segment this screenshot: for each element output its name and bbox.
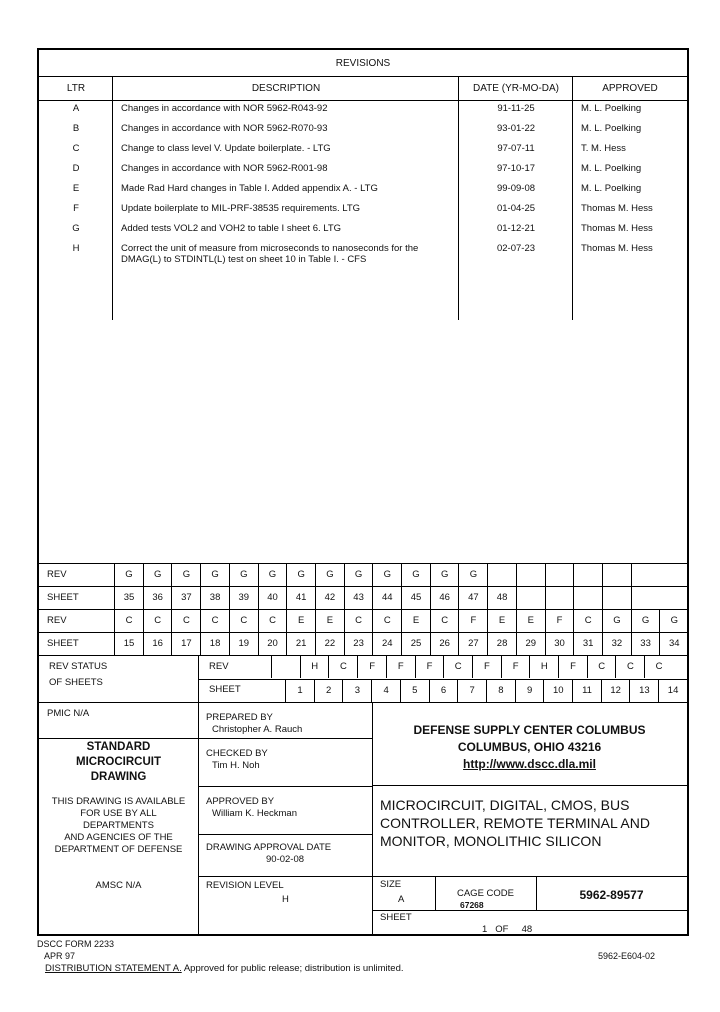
sheet-grid-cell: 15 [114,633,143,655]
sheet-grid-cell: E [516,610,545,632]
sheet-grid-cell: 8 [486,680,515,702]
grid-row-rev-1 [39,563,687,586]
sheet-grid-cell: G [315,564,344,586]
sheet-grid-cell: G [286,564,315,586]
revision-description: Change to class level V. Update boilerplate. - LTG [121,143,331,154]
revision-description: Made Rad Hard changes in Table I. Added appendix A. - LTG [121,183,378,194]
std-line1: STANDARD [86,741,151,753]
title-line: MICROCIRCUIT, DIGITAL, CMOS, BUS [380,797,630,813]
form-number: DSCC FORM 2233 [37,939,115,949]
sheet-grid-cell: 35 [114,587,143,609]
sheet-grid-cell: 12 [601,680,630,702]
title-line: CONTROLLER, REMOTE TERMINAL AND [380,815,650,831]
sheet-grid-cell [573,587,602,609]
sheet-grid-cell: G [458,564,487,586]
sheet-grid-cell: F [472,656,501,678]
revision-date: 97-10-17 [496,163,536,174]
sheet-grid-cell: 17 [171,633,200,655]
sheet-grid-cell [271,656,300,678]
sheet-grid-cell: 3 [342,680,371,702]
revision-approved: M. L. Poelking [581,183,642,194]
drawing-frame [37,48,689,936]
sheet-grid-cell: G [143,564,172,586]
sheet-grid-cell: C [372,610,401,632]
sheet-grid-cell: G [372,564,401,586]
revision-row [39,223,687,243]
sheet-grid-cell: 31 [573,633,602,655]
sheet-grid-cell: 10 [543,680,572,702]
prepared-label: PREPARED BY [206,712,273,723]
revision-ltr: E [72,183,80,194]
sheet-grid-cell: 43 [344,587,373,609]
sheet-grid-cell [631,564,660,586]
sheet-grid-cell: C [573,610,602,632]
revision-row [39,243,687,263]
cage-label: CAGE CODE [456,888,514,899]
pmic: PMIC N/A [47,708,90,719]
sheet-grid-cell: 26 [430,633,459,655]
checked-label: CHECKED BY [206,748,268,759]
sheet-grid-cell: H [529,656,558,678]
sheet-grid-cell: C [143,610,172,632]
revision-description: Changes in accordance with NOR 5962-R043-92 [121,103,328,114]
sheet-grid-cell: 5 [400,680,429,702]
revision-ltr: F [73,203,79,214]
form-date: APR 97 [44,951,76,961]
revision-date: 93-01-22 [496,123,536,134]
approval-date-label: DRAWING APPROVAL DATE [206,842,332,853]
sheet-grid-cell: C [200,610,229,632]
sheet-grid-cell [573,564,602,586]
sheet-grid-cell: C [229,610,258,632]
sheet-label: SHEET [380,912,412,923]
cage-code: 67268 [460,900,484,910]
std-line2: MICROCIRCUIT [76,756,161,768]
rev-label: REV [47,569,67,580]
sheet-grid-cell: 45 [401,587,430,609]
sheet-label: SHEET [47,592,79,603]
sheet-grid-cell [545,587,574,609]
sheet-grid-cell: 1 [285,680,314,702]
sheet-grid-cell: 34 [659,633,688,655]
revision-date: 97-07-11 [497,143,535,154]
prepared-by: Christopher A. Rauch [212,724,303,735]
rev-status-label: REV STATUS [49,661,108,672]
std-line3: DRAWING [90,771,147,783]
sheet-grid-cell: G [430,564,459,586]
sheet-grid-cell: 13 [629,680,658,702]
sheet-grid-cell: 38 [200,587,229,609]
distribution-label: DISTRIBUTION STATEMENT A. [45,963,182,974]
distribution-text: Approved for public release; distribution is unlimited. [181,963,404,974]
sheet-grid-cell: E [487,610,516,632]
sheet-grid-cell: F [386,656,415,678]
revision-approved: M. L. Poelking [581,163,642,174]
sheet-grid-cell [631,587,660,609]
sheet-grid-cell: H [300,656,329,678]
sheet-grid-cell: E [286,610,315,632]
rev-status-block [39,655,687,702]
sheet-grid-cell: C [344,610,373,632]
revision-row [39,123,687,143]
sheet-grid-cell: 22 [315,633,344,655]
sheet-grid-cell: G [602,610,631,632]
sheet-grid-cell: G [200,564,229,586]
sheet-grid-cell: 19 [229,633,258,655]
revision-approved: Thomas M. Hess [581,203,653,214]
sheet-grid-cell: 32 [602,633,631,655]
sheet-grid-cell: G [344,564,373,586]
revision-ltr: G [72,223,80,234]
sheet-grid-cell: E [315,610,344,632]
sheet-grid-cell [516,587,545,609]
sheet-grid-cell: 4 [371,680,400,702]
revision-date: 01-04-25 [496,203,536,214]
revision-approved: Thomas M. Hess [581,243,653,254]
revision-description: Added tests VOL2 and VOH2 to table I sheet 6. LTG [121,223,342,234]
sheet-grid-cell [602,587,631,609]
sheet-grid-cell: 23 [344,633,373,655]
revision-description: Changes in accordance with NOR 5962-R070-93 [121,123,328,134]
sheet-grid-cell [602,564,631,586]
avail-line: DEPARTMENT OF DEFENSE [54,844,183,855]
sheet-of: 1 OF 48 [482,924,533,935]
sheet-grid-cell: 48 [487,587,516,609]
document-code: 5962-E604-02 [598,951,656,961]
sheet-label: SHEET [209,684,241,695]
ltr-header: LTR [66,83,86,94]
revision-description: Correct the unit of measure from microseconds to nanoseconds for the DMAG(L) to STDINTL(L) test on sheet 10 in Table I. - CFS [121,243,419,265]
revision-ltr: C [72,143,80,154]
sheet-grid-cell: 40 [258,587,287,609]
avail-line: THIS DRAWING IS AVAILABLE [51,796,186,807]
sheet-grid-cell: 46 [430,587,459,609]
sheet-grid-cell: 30 [545,633,574,655]
revision-approved: M. L. Poelking [581,103,642,114]
sheet-grid-cell: G [401,564,430,586]
sheet-grid-cell: F [558,656,587,678]
sheet-grid-cell: 20 [258,633,287,655]
sheet-grid-cell: 42 [315,587,344,609]
revisions-title: REVISIONS [39,50,687,77]
sheet-grid-cell: 2 [314,680,343,702]
sheet-grid-cell: F [501,656,530,678]
grid-row-rev-2 [39,609,687,632]
sheet-grid-cell: C [587,656,616,678]
size-label: SIZE [380,879,402,890]
avail-line: FOR USE BY ALL [80,808,157,819]
sheet-grid-cell: 21 [286,633,315,655]
approved-header: APPROVED [602,83,658,94]
of-sheets-label: OF SHEETS [49,677,103,688]
sheet-label: SHEET [47,638,79,649]
revision-date: 99-09-08 [496,183,536,194]
revision-row [39,143,687,163]
rev-label: REV [209,661,229,672]
sheet-grid-cell: 7 [457,680,486,702]
revision-level: H [282,894,289,905]
sheet-grid-cell: C [430,610,459,632]
title-line: MONITOR, MONOLITHIC SILICON [380,833,602,849]
sheet-grid-cell: 9 [515,680,544,702]
revision-description: Changes in accordance with NOR 5962-R001-98 [121,163,328,174]
sheet-grid-cell: G [631,610,660,632]
revision-date: 02-07-23 [496,243,536,254]
sheet-grid-cell: G [114,564,143,586]
revision-date: 01-12-21 [496,223,536,234]
org-name: DEFENSE SUPPLY CENTER COLUMBUS [413,723,646,737]
org-url-link[interactable]: http://www.dscc.dla.mil [463,757,596,771]
approved-label: APPROVED BY [206,796,275,807]
revision-row [39,183,687,203]
avail-line: DEPARTMENTS [83,820,154,831]
sheet-grid-cell: 28 [487,633,516,655]
revision-approved: Thomas M. Hess [581,223,653,234]
approval-date: 90-02-08 [266,854,305,865]
revision-ltr: D [72,163,80,174]
sheet-grid-cell: 16 [143,633,172,655]
revision-row [39,103,687,123]
sheet-grid-cell: C [114,610,143,632]
sheet-grid-cell: 37 [171,587,200,609]
sheet-grid-cell: C [171,610,200,632]
approved-by: William K. Heckman [212,808,297,819]
sheet-grid-cell: 29 [516,633,545,655]
revision-ltr: H [72,243,80,254]
revision-row [39,163,687,183]
revision-date: 91-11-25 [497,103,535,114]
sheet-grid-cell: F [357,656,386,678]
sheet-grid-cell: 24 [372,633,401,655]
sheet-grid-cell: F [458,610,487,632]
sheet-grid-cell: F [415,656,444,678]
revision-ltr: B [72,123,80,134]
sheet-grid-cell: 11 [572,680,601,702]
sheet-grid-cell [487,564,516,586]
sheet-grid-cell: C [258,610,287,632]
sheet-grid-cell: E [401,610,430,632]
sheet-grid-cell [516,564,545,586]
sheet-grid-cell: F [545,610,574,632]
sheet-grid-cell: 44 [372,587,401,609]
sheet-grid-cell: G [229,564,258,586]
sheet-grid-cell: 41 [286,587,315,609]
revision-row [39,203,687,223]
rev-label: REV [47,615,67,626]
sheet-grid-cell: 27 [458,633,487,655]
sheet-grid-cell: C [443,656,472,678]
amsc: AMSC N/A [95,880,142,891]
sheet-grid-cell: C [615,656,644,678]
revision-ltr: A [72,103,80,114]
revision-approved: M. L. Poelking [581,123,642,134]
sheet-grid-cell: 18 [200,633,229,655]
description-header: DESCRIPTION [251,83,321,94]
sheet-grid-cell: 33 [631,633,660,655]
sheet-grid-cell: 14 [658,680,687,702]
sheet-grid-cell: G [659,610,688,632]
grid-row-sheet-2 [39,632,687,655]
sheet-grid-cell: 36 [143,587,172,609]
date-header: DATE (YR-MO-DA) [473,83,559,94]
revision-approved: T. M. Hess [581,143,626,154]
avail-line: AND AGENCIES OF THE [64,832,173,843]
grid-row-sheet-1 [39,586,687,609]
revisions-header [39,77,687,101]
revision-level-label: REVISION LEVEL [206,880,284,891]
drawing-number: 5962-89577 [579,888,644,902]
sheet-grid-cell: 6 [429,680,458,702]
sheet-grid-cell: 47 [458,587,487,609]
checked-by: Tim H. Noh [212,760,260,771]
sheet-grid-cell: C [328,656,357,678]
sheet-grid-cell: G [258,564,287,586]
sheet-grid-cell: 39 [229,587,258,609]
sheet-grid-cell [545,564,574,586]
sheet-grid-cell: C [644,656,673,678]
org-city: COLUMBUS, OHIO 43216 [457,740,602,754]
sheet-grid-cell: G [171,564,200,586]
sheet-grid-cell: 25 [401,633,430,655]
revision-description: Update boilerplate to MIL-PRF-38535 requirements. LTG [121,203,361,214]
size-value: A [398,894,405,905]
